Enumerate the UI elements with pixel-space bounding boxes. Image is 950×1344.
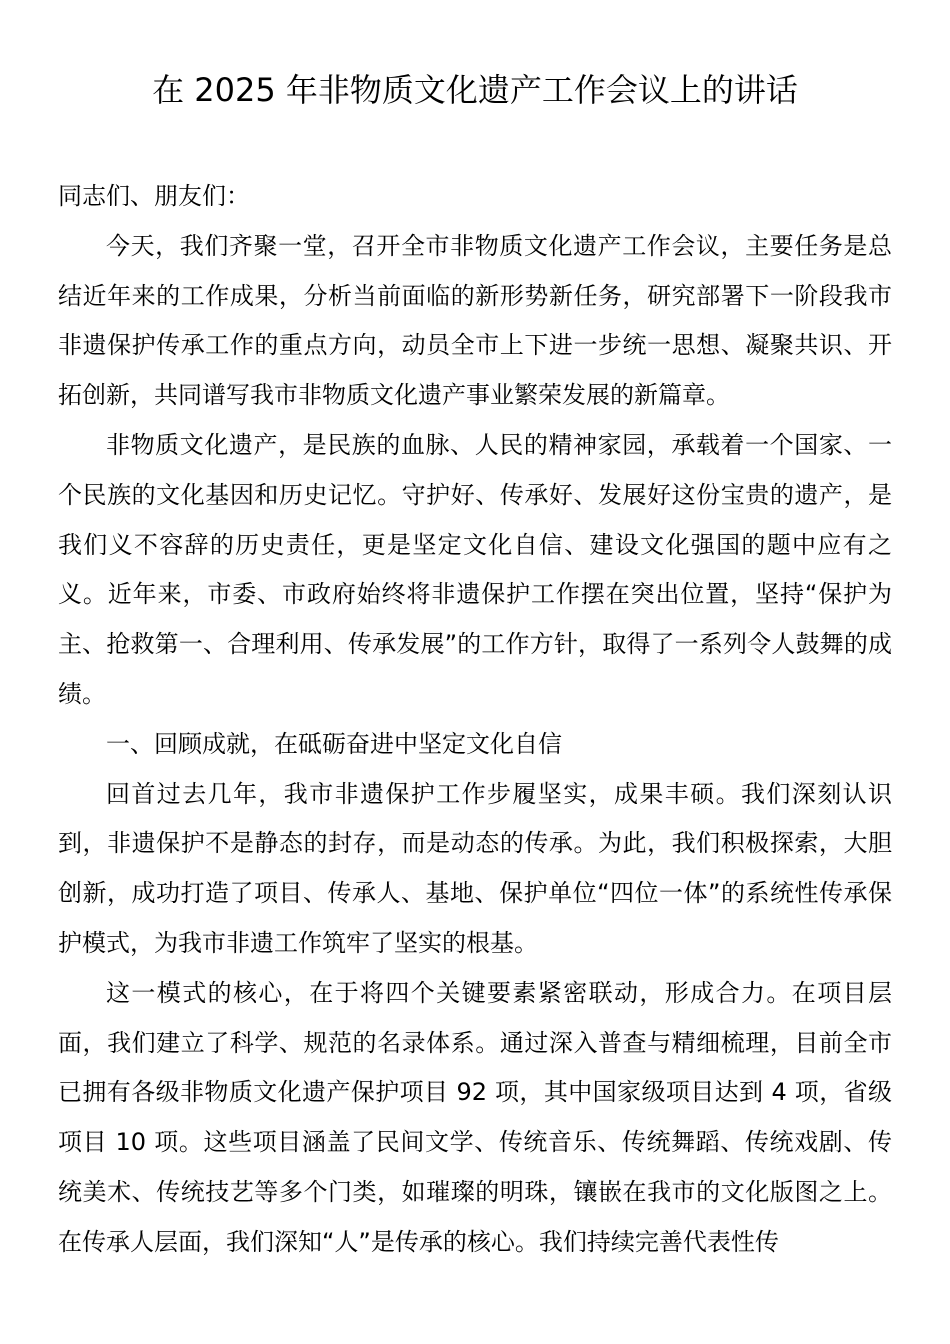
document-title: 在 2025 年非物质文化遗产工作会议上的讲话 — [152, 71, 798, 109]
salutation: 同志们、朋友们： — [58, 182, 250, 210]
paragraph-review: 回首过去几年，我市非遗保护工作步履坚实，成果丰硕。我们深刻认识到，非遗保护不是静态的封存，而是动态的传承。为此，我们积极探索，大胆创新，成功打造了项目、传承人、基地、保护单位“四位一体”的系统性传承保护模式，为我市非遗工作筑牢了坚实的根基。 — [58, 779, 892, 957]
paragraph-heritage-significance: 非物质文化遗产，是民族的血脉、人民的精神家园，承载着一个国家、一个民族的文化基因和历史记忆。守护好、传承好、发展好这份宝贵的遗产，是我们义不容辞的历史责任，更是坚定文化自信、建设文化强国的题中应有之义。近年来，市委、市政府始终将非遗保护工作摆在突出位置，坚持“保护为主、抢救第一、合理利用、传承发展”的工作方针，取得了一系列令人鼓舞的成绩。 — [58, 430, 892, 708]
section-heading: 一、回顾成就，在砥砺奋进中坚定文化自信 — [106, 729, 562, 758]
paragraph-opening: 今天，我们齐聚一堂，召开全市非物质文化遗产工作会议，主要任务是总结近年来的工作成果，分析当前面临的新形势新任务，研究部署下一阶段我市非遗保护传承工作的重点方向，动员全市上下进一步统一思想、凝聚共识、开拓创新，共同谱写我市非物质文化遗产事业繁荣发展的新篇章。 — [58, 231, 892, 410]
paragraph-model-core: 这一模式的核心，在于将四个关键要素紧密联动，形成合力。在项目层面，我们建立了科学、规范的名录体系。通过深入普查与精细梳理，目前全市已拥有各级非物质文化遗产保护项目 92 项，其中国家级项目达到 4 项，省级项目 10 项。这些项目涵盖了民间文学、传统音乐、传统舞蹈、传统戏剧、传统美术、传统技艺等多个门类，如璀璨的明珠，镶嵌在我市的文化版图之上。在传承人层面，我们深知“人”是传承的核心。我们持续完善代表性传 — [58, 978, 892, 1256]
